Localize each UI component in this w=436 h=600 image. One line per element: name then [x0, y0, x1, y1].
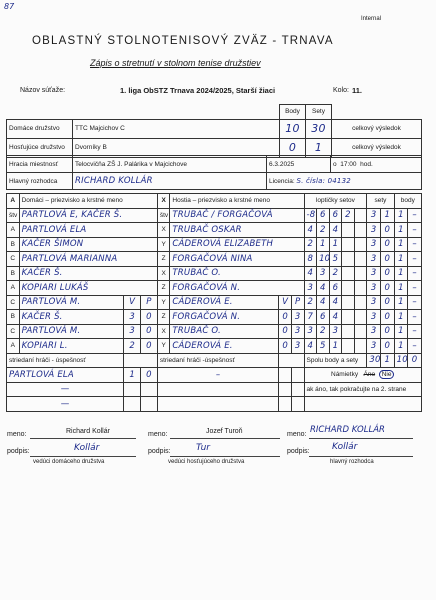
licence-value: S. čísla: 04132: [296, 177, 351, 185]
match-set-score: 4: [317, 281, 330, 296]
match-body-away: –: [408, 324, 422, 339]
match-row: [7, 266, 422, 281]
sub-home-dash-2: —: [7, 397, 124, 412]
match-set-score: [342, 266, 355, 281]
home-leader-name: Richard Kollár: [66, 428, 110, 435]
match-body-home: 1: [394, 223, 408, 238]
match-set-score: [354, 339, 367, 354]
match-set-score: [342, 295, 355, 310]
match-sety-away: 0: [380, 266, 394, 281]
match-away-player: TRUBAČ OSKAR: [170, 223, 304, 238]
away-result-label: celkový výsledok: [332, 138, 422, 157]
match-set-score: 2: [304, 237, 317, 252]
notes-no: Nie: [379, 370, 395, 379]
match-set-score: 6: [317, 208, 330, 223]
col-body-header: body: [394, 194, 421, 209]
match-home-player: PARTLOVÁ ELA: [19, 223, 157, 238]
match-home-v: 3: [124, 324, 141, 339]
venue-label: Hracia miestnosť: [7, 156, 73, 173]
away-sety: 1: [306, 138, 332, 157]
match-row: [7, 237, 422, 252]
match-set-score: 3: [304, 281, 317, 296]
match-sety-home: 3: [367, 223, 381, 238]
match-body-away: –: [408, 208, 422, 223]
match-home-code: štv: [7, 208, 20, 223]
match-set-score: 2: [317, 324, 330, 339]
match-set-score: 10: [317, 252, 330, 267]
match-sety-home: 3: [367, 208, 381, 223]
match-home-p: 0: [141, 324, 158, 339]
match-set-score: [342, 324, 355, 339]
match-home-player: KAČER Š.: [19, 310, 124, 325]
match-set-score: [342, 223, 355, 238]
match-home-p: P: [141, 295, 158, 310]
match-body-home: 1: [394, 281, 408, 296]
competition-label: Názov súťaže:: [20, 87, 66, 94]
match-away-p: 3: [291, 339, 304, 354]
match-set-score: [342, 310, 355, 325]
round-value: 11.: [352, 86, 363, 95]
match-set-score: [354, 223, 367, 238]
referee-name: RICHARD KOLLÁR: [73, 173, 267, 190]
match-set-score: 4: [329, 295, 342, 310]
match-set-score: 6: [329, 281, 342, 296]
match-set-score: [354, 237, 367, 252]
match-home-player: KAČER ŠIMON: [19, 237, 157, 252]
sety-header: Sety: [306, 105, 332, 120]
match-sety-home: 3: [367, 281, 381, 296]
col-a-mark: A: [7, 194, 20, 209]
match-home-code: A: [7, 339, 20, 354]
match-sety-home: 3: [367, 295, 381, 310]
match-home-code: A: [7, 223, 20, 238]
home-team-name: TTC Majcichov C: [73, 119, 280, 138]
match-set-score: -8: [304, 208, 317, 223]
match-row: [7, 208, 422, 223]
match-set-score: 2: [317, 223, 330, 238]
match-home-code: C: [7, 324, 20, 339]
match-away-p: 3: [291, 324, 304, 339]
sub-away-v: [279, 368, 292, 383]
match-home-player: KOPIARI L.: [19, 339, 124, 354]
match-home-code: B: [7, 237, 20, 252]
match-away-player: FORGAČOVÁ N.: [170, 310, 279, 325]
match-away-code: X: [157, 324, 170, 339]
totals-label: Spolu body a sety: [304, 353, 367, 368]
match-away-code: X: [157, 223, 170, 238]
col-away-header: Hostia – priezvisko a krstné meno: [170, 194, 304, 209]
match-away-player: CÁDEROVÁ E.: [170, 339, 279, 354]
match-sety-home: 3: [367, 252, 381, 267]
subs-label: striedaní hráči - úspešnosť: [7, 353, 124, 368]
match-set-score: [354, 295, 367, 310]
match-set-score: 5: [329, 252, 342, 267]
home-team-label: Domáce družstvo: [7, 119, 73, 138]
match-set-score: [342, 281, 355, 296]
match-body-away: –: [408, 237, 422, 252]
match-sety-away: 0: [380, 339, 394, 354]
match-home-code: B: [7, 310, 20, 325]
match-body-away: –: [408, 339, 422, 354]
match-sety-home: 3: [367, 339, 381, 354]
away-leader-podpis-label: podpis:: [148, 448, 171, 455]
match-set-score: 4: [329, 223, 342, 238]
corner-mark: 87: [4, 2, 15, 11]
match-row: [7, 223, 422, 238]
match-set-score: 8: [304, 252, 317, 267]
notes-label: Námietky: [331, 371, 359, 379]
sub-away-name: –: [157, 368, 279, 383]
match-row: [7, 252, 422, 267]
venue-value: Telocvičňa ZŠ J. Palárika v Majcichove: [73, 156, 267, 173]
sub-home-name: PARTLOVÁ ELA: [7, 368, 124, 383]
away-leader-signature: Tur: [196, 443, 210, 453]
match-body-home: 1: [394, 310, 408, 325]
match-home-p: 0: [141, 310, 158, 325]
match-away-p: 3: [291, 310, 304, 325]
match-set-score: 3: [317, 266, 330, 281]
home-body: 10: [280, 119, 306, 138]
match-set-score: [342, 252, 355, 267]
referee-meno-label: meno:: [287, 431, 307, 438]
match-sety-away: 0: [380, 295, 394, 310]
notes-text: ak áno, tak pokračujte na 2. strane: [304, 382, 422, 397]
match-set-score: [354, 252, 367, 267]
match-away-code: Z: [157, 310, 170, 325]
match-set-score: 2: [304, 295, 317, 310]
match-set-score: 4: [329, 310, 342, 325]
match-body-home: 1: [394, 324, 408, 339]
match-set-score: 1: [329, 237, 342, 252]
match-sety-away: 0: [380, 252, 394, 267]
match-sety-away: 0: [380, 223, 394, 238]
page-title: OBLASTNÝ STOLNOTENISOVÝ ZVÄZ - TRNAVA: [32, 35, 334, 47]
match-home-player: KOPIARI LUKÁŠ: [19, 281, 157, 296]
match-set-score: 1: [329, 339, 342, 354]
match-set-score: 3: [304, 324, 317, 339]
match-away-code: Z: [157, 252, 170, 267]
match-away-v: 0: [279, 324, 292, 339]
referee-signature: Kollár: [332, 442, 358, 452]
match-set-score: 4: [317, 295, 330, 310]
match-home-player: KAČER Š.: [19, 266, 157, 281]
match-set-score: [354, 324, 367, 339]
match-date: 6.3.2025: [267, 156, 331, 173]
match-set-score: [354, 310, 367, 325]
match-home-code: C: [7, 252, 20, 267]
match-body-home: 1: [394, 237, 408, 252]
away-body: 0: [280, 138, 306, 157]
referee-label: Hlavný rozhodca: [7, 173, 73, 190]
away-leader-caption: vedúci hosťujúceho družstva: [168, 459, 245, 465]
match-body-away: –: [408, 281, 422, 296]
home-result-label: celkový výsledok: [332, 119, 422, 138]
col-sety-header: sety: [367, 194, 394, 209]
match-set-score: [354, 281, 367, 296]
venue-table: [6, 155, 422, 190]
away-team-label: Hosťujúce družstvo: [7, 138, 73, 157]
match-body-away: –: [408, 252, 422, 267]
subs-label-away: striedaní hráči -úspešnosť: [157, 353, 279, 368]
match-row: [7, 310, 422, 325]
match-away-v: 0: [279, 339, 292, 354]
match-body-away: –: [408, 310, 422, 325]
match-sety-home: 3: [367, 310, 381, 325]
match-set-score: 1: [317, 237, 330, 252]
match-away-code: štv: [157, 208, 170, 223]
match-body-home: 1: [394, 339, 408, 354]
match-sety-away: 0: [380, 237, 394, 252]
time-suffix: hod.: [360, 160, 373, 168]
match-away-player: TRUBAČ O.: [170, 266, 304, 281]
match-away-v: V: [279, 295, 292, 310]
page-subtitle: Zápis o stretnutí v stolnom tenise družstiev: [90, 58, 261, 68]
match-table: [6, 193, 422, 412]
match-away-code: Y: [157, 237, 170, 252]
total-sety: 30: [367, 353, 381, 368]
total-body: 10: [394, 353, 408, 368]
match-row: [7, 281, 422, 296]
match-away-code: Z: [157, 281, 170, 296]
match-set-score: 2: [342, 208, 355, 223]
match-away-player: CÁDEROVÁ ELIZABETH: [170, 237, 304, 252]
away-team-name: Dvorníky B: [73, 138, 280, 157]
round-label: Kolo:: [333, 87, 349, 94]
away-leader-name: Jozef Turoň: [206, 428, 243, 435]
time-prefix: o: [333, 160, 337, 168]
match-sety-home: 3: [367, 266, 381, 281]
match-sety-home: 3: [367, 324, 381, 339]
match-home-p: 0: [141, 339, 158, 354]
match-sety-away: 0: [380, 324, 394, 339]
match-home-v: V: [124, 295, 141, 310]
competition-name: 1. liga ObSTZ Trnava 2024/2025, Starší žiaci: [120, 86, 276, 95]
match-away-p: P: [291, 295, 304, 310]
col-home-header: Domáci – priezvisko a krstné meno: [19, 194, 157, 209]
match-set-score: [354, 266, 367, 281]
match-home-player: PARTLOVÁ E, KAČER Š.: [19, 208, 157, 223]
home-leader-signature: Kollár: [74, 443, 100, 453]
match-set-score: 2: [329, 266, 342, 281]
home-leader-meno-label: meno:: [7, 431, 27, 438]
match-row: [7, 324, 422, 339]
match-body-away: –: [408, 295, 422, 310]
match-away-code: Y: [157, 295, 170, 310]
sub-home-dash: —: [7, 382, 124, 397]
match-set-score: 4: [304, 223, 317, 238]
match-set-score: 4: [304, 266, 317, 281]
match-body-home: 1: [394, 252, 408, 267]
match-body-home: 1: [394, 295, 408, 310]
referee-sign-name: RICHARD KOLLÁR: [310, 425, 385, 435]
match-sety-away: 0: [380, 310, 394, 325]
notes-yes: Áno: [363, 371, 376, 379]
sub-home-v: 1: [124, 368, 141, 383]
match-away-player: FORGAČOVÁ NINA: [170, 252, 304, 267]
match-home-code: B: [7, 266, 20, 281]
sub-away-p: [291, 368, 304, 383]
match-set-score: 7: [304, 310, 317, 325]
match-body-away: –: [408, 266, 422, 281]
referee-podpis-label: podpis:: [287, 448, 310, 455]
match-away-code: X: [157, 266, 170, 281]
match-home-player: PARTLOVÁ M.: [19, 324, 124, 339]
match-sety-away: 0: [380, 281, 394, 296]
match-home-player: PARTLOVÁ MARIANNA: [19, 252, 157, 267]
body-header: Body: [280, 105, 306, 120]
match-away-player: CÁDEROVÁ E.: [170, 295, 279, 310]
match-home-code: A: [7, 281, 20, 296]
total-sety-b: 1: [380, 353, 394, 368]
match-set-score: 5: [317, 339, 330, 354]
match-time: 17:00: [340, 160, 357, 168]
match-away-player: FORGAČOVÁ N.: [170, 281, 304, 296]
home-leader-caption: vedúci domáceho družstva: [33, 459, 105, 465]
referee-caption: hlavný rozhodca: [330, 459, 374, 465]
match-away-player: TRUBAČ O.: [170, 324, 279, 339]
match-set-score: 3: [329, 324, 342, 339]
match-body-away: –: [408, 223, 422, 238]
match-set-score: [342, 237, 355, 252]
match-row: [7, 339, 422, 354]
match-set-score: [354, 208, 367, 223]
match-away-player: TRUBAČ / FORGAČOVÁ: [170, 208, 304, 223]
match-set-score: 6: [317, 310, 330, 325]
match-away-v: 0: [279, 310, 292, 325]
match-home-v: 2: [124, 339, 141, 354]
match-home-code: C: [7, 295, 20, 310]
col-x-mark: X: [157, 194, 170, 209]
total-body-b: 0: [408, 353, 422, 368]
teams-table: [6, 104, 422, 158]
match-home-player: PARTLOVÁ M.: [19, 295, 124, 310]
home-sety: 30: [306, 119, 332, 138]
match-away-code: Y: [157, 339, 170, 354]
licence-label: Licencia:: [269, 178, 295, 185]
match-sety-home: 3: [367, 237, 381, 252]
match-sety-away: 1: [380, 208, 394, 223]
match-set-score: [342, 339, 355, 354]
col-sets-header: loptičky setov: [304, 194, 367, 209]
internal-label: Internal: [361, 16, 382, 22]
match-set-score: 6: [329, 208, 342, 223]
away-leader-meno-label: meno:: [148, 431, 168, 438]
match-set-score: 4: [304, 339, 317, 354]
home-leader-podpis-label: podpis:: [7, 448, 30, 455]
match-home-v: 3: [124, 310, 141, 325]
match-body-home: 1: [394, 208, 408, 223]
match-body-home: 1: [394, 266, 408, 281]
match-row: [7, 295, 422, 310]
sub-home-p: 0: [141, 368, 158, 383]
